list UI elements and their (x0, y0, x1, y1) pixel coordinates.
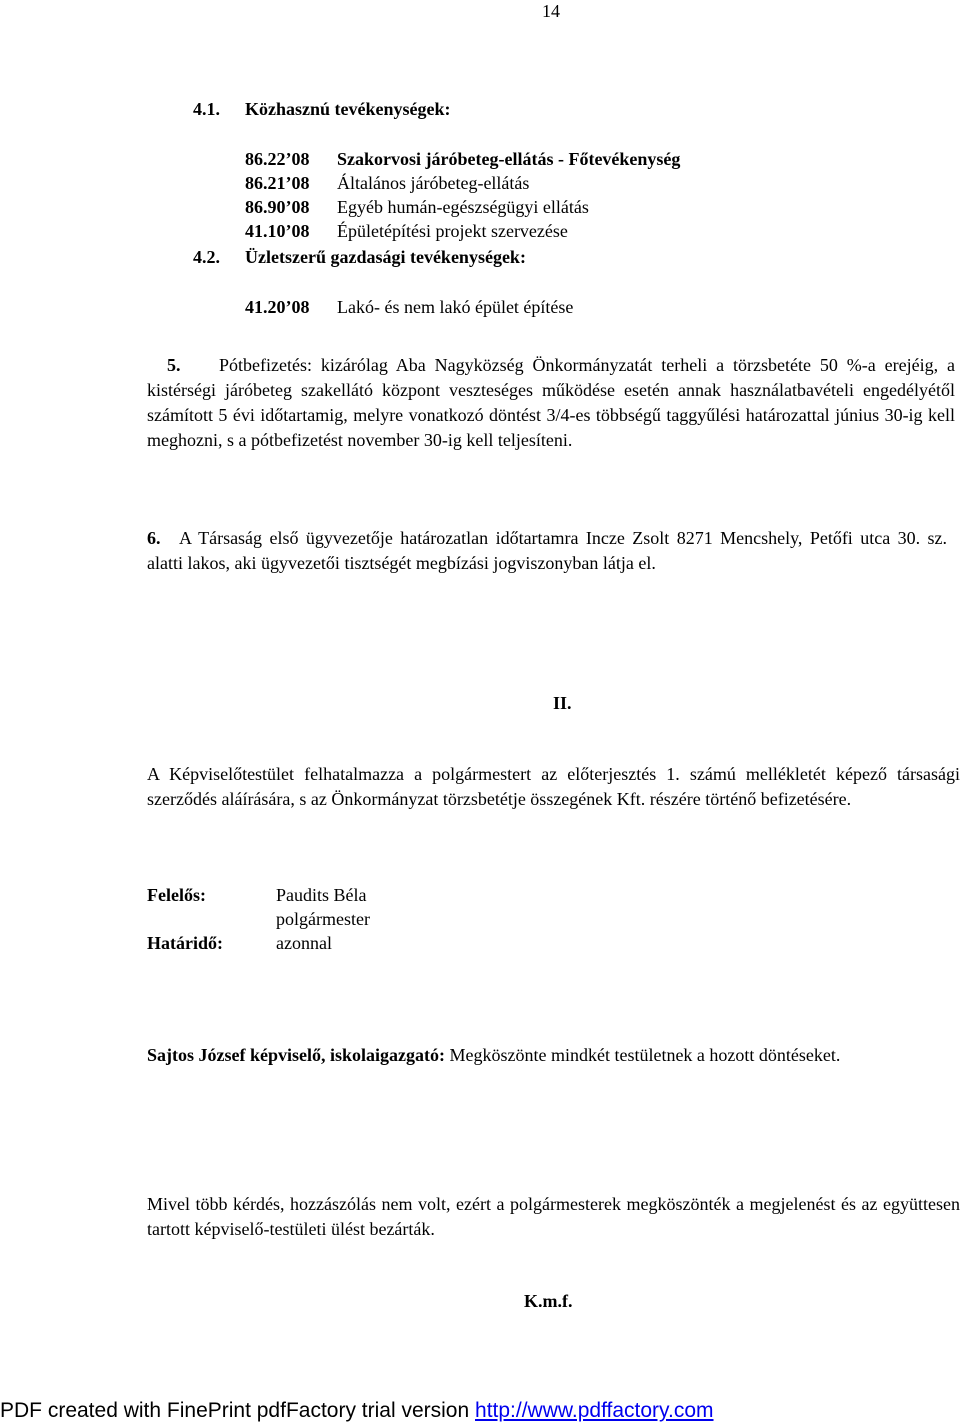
footer-text: PDF created with FinePrint pdfFactory trial version (0, 1399, 476, 1422)
activity-text: Szakorvosi járóbeteg-ellátás - Főtevékenység (337, 149, 681, 169)
deadline-label: Határidő: (147, 933, 223, 953)
responsible-name: Paudits Béla (276, 885, 367, 905)
activity-text: Egyéb humán-egészségügyi ellátás (337, 197, 589, 217)
activity-row (245, 196, 589, 218)
activity-text: Lakó- és nem lakó épület építése (337, 297, 574, 317)
point-number: 6. (147, 528, 161, 548)
responsible-label: Felelős: (147, 885, 206, 905)
section-4-2-heading (193, 246, 526, 268)
speaker-name: Sajtos József képviselő, iskolaigazgató: (147, 1045, 445, 1065)
activity-code: 41.10’08 (245, 221, 310, 241)
footer-link[interactable]: http://www.pdffactory.com (475, 1399, 714, 1422)
closing-paragraph: Mivel több kérdés, hozzászólás nem volt, ezért a polgármesterek megköszönték a megjelenést és az együttesen tartott képviselő-testületi ülést bezárták. (147, 1194, 960, 1239)
point-text: A Társaság első ügyvezetője határozatlan időtartamra Incze Zsolt 8271 Mencshely, Petőfi utca 30. sz. alatti lakos, aki ügyvezetői tisztségét megbízási jogviszonyban látja el. (147, 528, 947, 573)
activity-text: Általános járóbeteg-ellátás (337, 173, 530, 193)
activity-row (245, 172, 529, 194)
pdf-footer (0, 1396, 960, 1426)
activity-code: 41.20’08 (245, 297, 310, 317)
section-number: 4.1. (193, 99, 220, 119)
point-6-paragraph (147, 526, 947, 576)
activity-row (245, 220, 568, 242)
deadline-value: azonnal (276, 933, 332, 953)
activity-code: 86.90’08 (245, 197, 310, 217)
resolution-roman-numeral: II. (553, 693, 572, 713)
section-4-1-heading (193, 98, 451, 120)
activity-code: 86.22’08 (245, 149, 310, 169)
responsible-role: polgármester (276, 909, 370, 929)
speaker-paragraph (147, 1043, 960, 1068)
section-title: Közhasznú tevékenységek: (245, 99, 451, 119)
section-title: Üzletszerű gazdasági tevékenységek: (245, 247, 526, 267)
resolution-text: A Képviselőtestület felhatalmazza a polgármestert az előterjesztés 1. számú mellékletét képező társasági szerződés aláírására, s az Önkormányzat törzsbetétje összegének Kft. részére történő befizetésére. (147, 764, 960, 809)
activity-code: 86.21’08 (245, 173, 310, 193)
activity-row (245, 296, 573, 318)
activity-row (245, 148, 680, 170)
point-number: 5. (167, 355, 181, 375)
speaker-text: Megköszönte mindkét testületnek a hozott döntéseket. (444, 1045, 841, 1065)
activity-text: Épületépítési projekt szervezése (337, 221, 568, 241)
section-number: 4.2. (193, 247, 220, 267)
point-text: Pótbefizetés: kizárólag Aba Nagyközség Önkormányzatát terheli a törzsbetéte 50 %-a erejéig, a kistérségi járóbeteg szakellátó központ veszteséges működése esetén annak használatbavételi engedélyétől számított 5 évi időtartamig, melyre vonatkozó döntést 3/4-es többségű taggyűlési határozattal június 30-ig kell meghozni, s a pótbefizetést november 30-ig kell teljesíteni. (147, 355, 955, 450)
page-number: 14 (542, 1, 560, 21)
point-5-paragraph (147, 353, 955, 453)
kmf-signature: K.m.f. (524, 1291, 573, 1311)
